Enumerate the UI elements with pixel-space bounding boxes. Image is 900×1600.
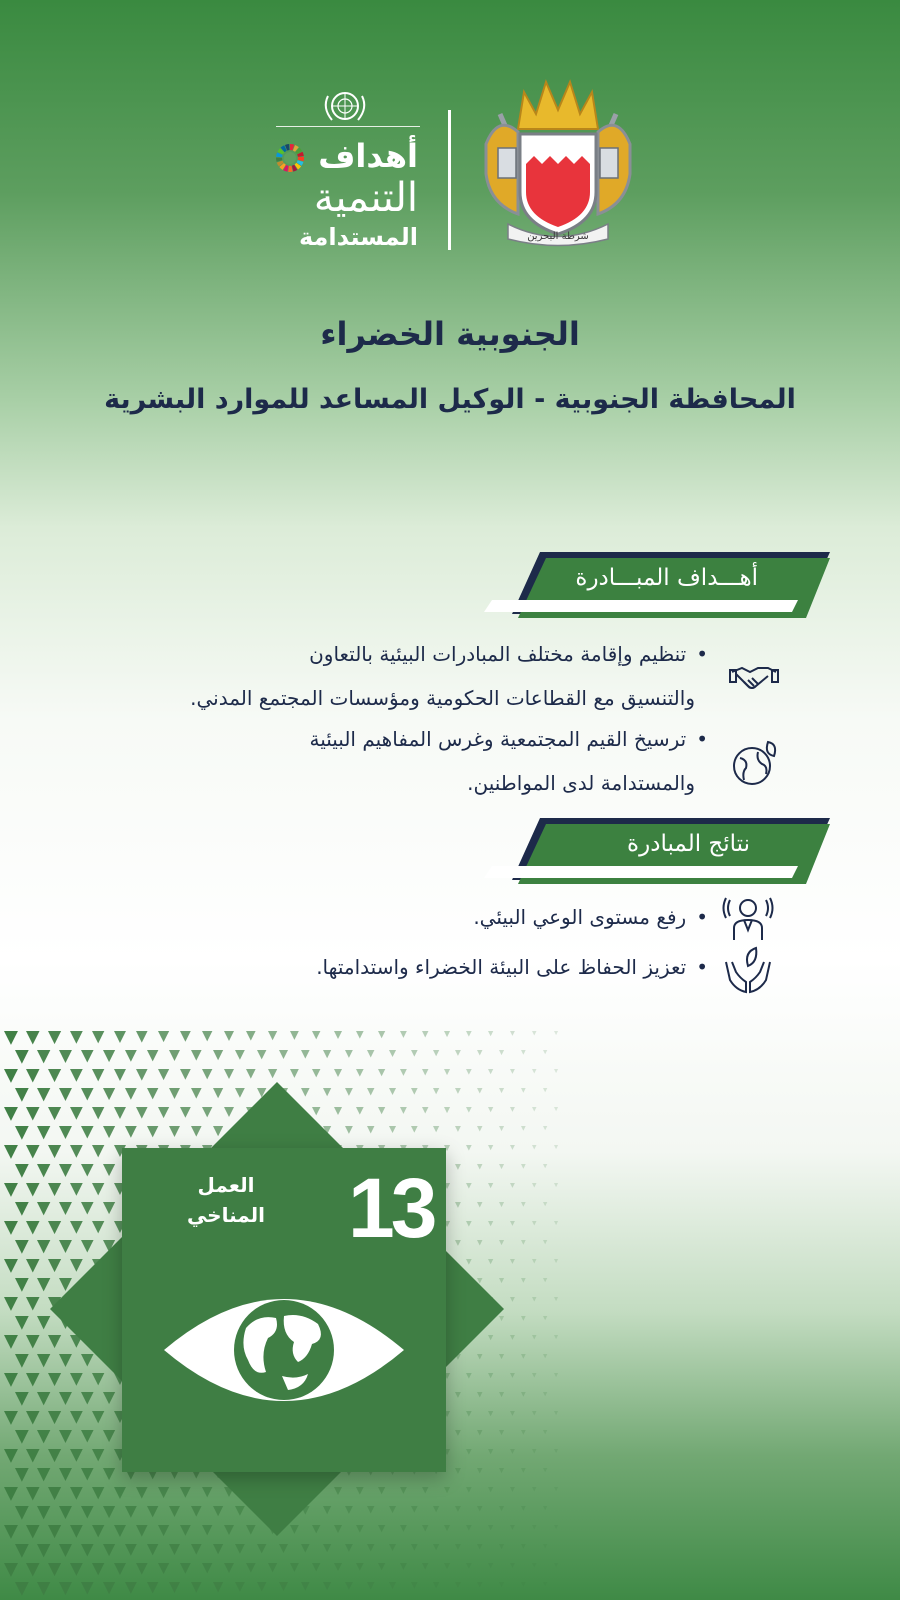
pattern-triangle — [510, 1563, 515, 1568]
pattern-triangle — [125, 1582, 137, 1594]
pattern-triangle — [422, 1069, 428, 1075]
pattern-triangle — [521, 1544, 526, 1549]
pattern-triangle — [4, 1031, 18, 1045]
pattern-triangle — [37, 1126, 50, 1139]
pattern-triangle — [15, 1278, 29, 1292]
pattern-triangle — [81, 1582, 94, 1595]
pattern-triangle — [521, 1316, 526, 1321]
sdg-logo-rule — [276, 126, 420, 127]
pattern-triangle — [4, 1411, 18, 1425]
goal-item-1-line2: والتنسيق مع القطاعات الحكومية ومؤسسات المجتمع المدني. — [190, 686, 695, 710]
pattern-triangle — [59, 1050, 72, 1063]
pattern-triangle — [532, 1411, 537, 1416]
pattern-triangle — [81, 1050, 94, 1063]
pattern-triangle — [543, 1164, 547, 1168]
pattern-triangle — [312, 1069, 320, 1077]
pattern-triangle — [37, 1202, 50, 1215]
sdg-logo-line3: المستدامة — [298, 223, 418, 251]
pattern-triangle — [92, 1069, 104, 1081]
pattern-triangle — [510, 1373, 515, 1378]
pattern-triangle — [37, 1582, 50, 1595]
pattern-triangle — [301, 1582, 310, 1591]
pattern-triangle — [554, 1487, 558, 1491]
pattern-triangle — [290, 1031, 299, 1040]
pattern-triangle — [37, 1430, 50, 1443]
pattern-triangle — [136, 1563, 148, 1575]
pattern-triangle — [554, 1297, 558, 1301]
pattern-triangle — [180, 1031, 191, 1042]
pattern-triangle — [246, 1069, 256, 1079]
pattern-triangle — [466, 1563, 472, 1569]
pattern-triangle — [554, 1563, 558, 1567]
pattern-triangle — [521, 1278, 526, 1283]
pattern-triangle — [202, 1031, 212, 1041]
pattern-triangle — [224, 1069, 234, 1079]
pattern-triangle — [521, 1202, 526, 1207]
pattern-triangle — [400, 1031, 407, 1038]
pattern-triangle — [510, 1183, 515, 1188]
handshake-icon — [728, 652, 780, 704]
pattern-triangle — [191, 1050, 202, 1061]
pattern-triangle — [334, 1031, 342, 1039]
pattern-triangle — [136, 1069, 148, 1081]
pattern-triangle — [158, 1069, 169, 1080]
pattern-triangle — [532, 1525, 537, 1530]
pattern-triangle — [433, 1050, 439, 1056]
pattern-triangle — [510, 1411, 515, 1416]
pattern-triangle — [26, 1031, 40, 1045]
pattern-triangle — [510, 1297, 515, 1302]
pattern-triangle — [48, 1563, 61, 1576]
pattern-triangle — [543, 1316, 547, 1320]
pattern-triangle — [312, 1031, 320, 1039]
pattern-triangle — [301, 1544, 310, 1553]
pattern-triangle — [4, 1221, 18, 1235]
pattern-triangle — [235, 1544, 245, 1554]
pattern-triangle — [378, 1031, 385, 1038]
pattern-triangle — [554, 1145, 558, 1149]
pattern-triangle — [15, 1088, 29, 1102]
pattern-triangle — [521, 1050, 526, 1055]
pattern-triangle — [510, 1107, 515, 1112]
pattern-triangle — [367, 1544, 374, 1551]
pattern-triangle — [444, 1069, 450, 1075]
pattern-triangle — [26, 1487, 40, 1501]
pattern-triangle — [367, 1050, 374, 1057]
sdg-13-card — [122, 1148, 446, 1472]
pattern-triangle — [15, 1240, 29, 1254]
pattern-triangle — [488, 1069, 493, 1074]
pattern-triangle — [4, 1259, 18, 1273]
sdg-card-label-line2: المناخي — [186, 1203, 266, 1227]
pattern-triangle — [367, 1582, 374, 1589]
pattern-triangle — [235, 1582, 245, 1592]
pattern-triangle — [268, 1563, 277, 1572]
pattern-triangle — [543, 1050, 547, 1054]
pattern-triangle — [554, 1031, 558, 1035]
pattern-triangle — [477, 1050, 482, 1055]
pattern-triangle — [37, 1544, 50, 1557]
pattern-triangle — [37, 1240, 50, 1253]
bullet-dot: • — [696, 642, 708, 666]
crest-caption: شرطة البحرين — [527, 231, 589, 242]
result-item-1 — [473, 896, 708, 938]
pattern-triangle — [389, 1544, 396, 1551]
pattern-triangle — [389, 1582, 396, 1589]
pattern-triangle — [532, 1373, 537, 1378]
pattern-triangle — [510, 1487, 515, 1492]
pattern-triangle — [521, 1392, 526, 1397]
pattern-triangle — [103, 1050, 115, 1062]
pattern-triangle — [532, 1259, 537, 1264]
pattern-triangle — [92, 1031, 104, 1043]
pattern-triangle — [521, 1354, 526, 1359]
pattern-triangle — [257, 1582, 266, 1591]
pattern-triangle — [356, 1031, 364, 1039]
pattern-triangle — [191, 1582, 202, 1593]
pattern-triangle — [158, 1563, 169, 1574]
goals-heading: أهـــداف المبـــادرة — [575, 565, 758, 591]
pattern-triangle — [521, 1088, 526, 1093]
pattern-triangle — [70, 1563, 83, 1576]
pattern-triangle — [554, 1221, 558, 1225]
pattern-triangle — [26, 1525, 40, 1539]
pattern-triangle — [59, 1544, 72, 1557]
pattern-triangle — [268, 1031, 277, 1040]
pattern-triangle — [147, 1582, 158, 1593]
pattern-triangle — [422, 1563, 428, 1569]
pattern-triangle — [26, 1221, 40, 1235]
pattern-triangle — [114, 1031, 126, 1043]
pattern-triangle — [521, 1430, 526, 1435]
pattern-triangle — [48, 1069, 61, 1082]
pattern-triangle — [26, 1449, 40, 1463]
sdg-logo-line1: أهداف — [318, 137, 418, 175]
pattern-triangle — [246, 1031, 256, 1041]
pattern-triangle — [345, 1050, 353, 1058]
pattern-triangle — [554, 1525, 558, 1529]
pattern-triangle — [70, 1031, 83, 1044]
pattern-triangle — [499, 1050, 504, 1055]
pattern-triangle — [510, 1145, 515, 1150]
pattern-triangle — [477, 1582, 482, 1587]
pattern-triangle — [158, 1031, 169, 1042]
pattern-triangle — [554, 1183, 558, 1187]
pattern-triangle — [202, 1563, 212, 1573]
pattern-triangle — [224, 1031, 234, 1041]
pattern-triangle — [180, 1069, 191, 1080]
pattern-triangle — [26, 1183, 40, 1197]
pattern-triangle — [114, 1563, 126, 1575]
pattern-triangle — [180, 1563, 191, 1574]
pattern-triangle — [554, 1107, 558, 1111]
pattern-triangle — [433, 1582, 439, 1588]
pattern-triangle — [257, 1050, 266, 1059]
un-emblem-icon — [318, 86, 372, 128]
goal-item-1-text: تنظيم وإقامة مختلف المبادرات البيئية بالتعاون — [309, 642, 687, 666]
pattern-triangle — [15, 1126, 29, 1140]
pattern-triangle — [15, 1468, 29, 1482]
pattern-triangle — [499, 1544, 504, 1549]
pattern-triangle — [389, 1050, 396, 1057]
pattern-triangle — [26, 1107, 40, 1121]
pattern-triangle — [543, 1506, 547, 1510]
pattern-triangle — [543, 1202, 547, 1206]
pattern-triangle — [334, 1563, 342, 1571]
sdg-card-label — [146, 1170, 306, 1230]
pattern-triangle — [213, 1050, 223, 1060]
pattern-triangle — [4, 1487, 18, 1501]
sdg-logo-line2: التنمية — [313, 175, 418, 221]
pattern-triangle — [37, 1050, 50, 1063]
pattern-triangle — [4, 1563, 18, 1577]
pattern-triangle — [125, 1050, 137, 1062]
pattern-triangle — [543, 1088, 547, 1092]
pattern-triangle — [543, 1278, 547, 1282]
pattern-triangle — [411, 1544, 418, 1551]
pattern-triangle — [15, 1430, 29, 1444]
pattern-triangle — [554, 1259, 558, 1263]
pattern-triangle — [15, 1202, 29, 1216]
pattern-triangle — [4, 1107, 18, 1121]
pattern-triangle — [532, 1563, 537, 1568]
globe-leaf-icon — [728, 738, 780, 790]
pattern-triangle — [455, 1582, 461, 1588]
pattern-triangle — [477, 1544, 482, 1549]
result-item-1-text: رفع مستوى الوعي البيئي. — [473, 905, 687, 929]
sdg-card-number: 13 — [348, 1161, 434, 1255]
pattern-triangle — [510, 1221, 515, 1226]
pattern-triangle — [268, 1069, 277, 1078]
pattern-triangle — [554, 1449, 558, 1453]
sdg-card-label-line1: العمل — [197, 1173, 255, 1197]
pattern-triangle — [433, 1544, 439, 1550]
pattern-triangle — [103, 1582, 115, 1594]
pattern-triangle — [378, 1069, 385, 1076]
pattern-triangle — [92, 1563, 104, 1575]
pattern-triangle — [521, 1506, 526, 1511]
pattern-triangle — [257, 1544, 266, 1553]
pattern-triangle — [37, 1164, 50, 1177]
eye-globe-icon — [162, 1288, 406, 1412]
pattern-triangle — [147, 1544, 158, 1555]
pattern-triangle — [4, 1373, 18, 1387]
pattern-triangle — [543, 1544, 547, 1548]
pattern-triangle — [455, 1050, 461, 1056]
pattern-triangle — [510, 1525, 515, 1530]
pattern-triangle — [279, 1050, 288, 1059]
pattern-triangle — [4, 1297, 18, 1311]
pattern-triangle — [4, 1525, 18, 1539]
pattern-triangle — [4, 1069, 18, 1083]
pattern-triangle — [532, 1449, 537, 1454]
pattern-triangle — [543, 1468, 547, 1472]
pattern-triangle — [532, 1031, 537, 1036]
pattern-triangle — [26, 1563, 40, 1577]
pattern-triangle — [323, 1544, 331, 1552]
pattern-triangle — [543, 1126, 547, 1130]
pattern-triangle — [521, 1468, 526, 1473]
pattern-triangle — [488, 1031, 493, 1036]
page-subtitle: المحافظة الجنوبية - الوكيل المساعد للموارد البشرية — [104, 384, 796, 415]
pattern-triangle — [312, 1563, 320, 1571]
pattern-triangle — [15, 1544, 29, 1558]
pattern-triangle — [532, 1221, 537, 1226]
pattern-triangle — [246, 1563, 256, 1573]
pattern-triangle — [466, 1031, 472, 1037]
pattern-triangle — [543, 1430, 547, 1434]
pattern-triangle — [532, 1069, 537, 1074]
pattern-triangle — [48, 1031, 61, 1044]
results-heading: نتائج المبادرة — [627, 831, 750, 857]
pattern-triangle — [411, 1582, 418, 1589]
pattern-triangle — [15, 1164, 29, 1178]
pattern-triangle — [169, 1050, 180, 1061]
pattern-triangle — [521, 1126, 526, 1131]
pattern-triangle — [411, 1050, 418, 1057]
results-banner — [480, 818, 830, 888]
pattern-triangle — [213, 1544, 223, 1554]
pattern-triangle — [202, 1069, 212, 1079]
pattern-triangle — [543, 1582, 547, 1586]
result-item-2 — [316, 946, 708, 988]
goal-item-2-line1 — [309, 718, 708, 760]
pattern-triangle — [543, 1392, 547, 1396]
pattern-triangle — [488, 1563, 493, 1568]
goal-item-1-line1 — [309, 633, 708, 675]
pattern-triangle — [37, 1354, 50, 1367]
pattern-triangle — [26, 1069, 40, 1083]
pattern-triangle — [521, 1164, 526, 1169]
pattern-triangle — [290, 1563, 299, 1572]
pattern-triangle — [4, 1335, 18, 1349]
pattern-triangle — [521, 1240, 526, 1245]
pattern-triangle — [532, 1335, 537, 1340]
pattern-triangle — [4, 1145, 18, 1159]
pattern-triangle — [532, 1183, 537, 1188]
pattern-triangle — [37, 1392, 50, 1405]
pattern-triangle — [15, 1506, 29, 1520]
pattern-triangle — [103, 1544, 115, 1556]
page-title: الجنوبية الخضراء — [320, 315, 580, 353]
pattern-triangle — [224, 1563, 234, 1573]
pattern-triangle — [136, 1031, 148, 1043]
pattern-triangle — [532, 1487, 537, 1492]
pattern-triangle — [4, 1449, 18, 1463]
pattern-triangle — [356, 1563, 364, 1571]
pattern-triangle — [554, 1069, 558, 1073]
pattern-triangle — [499, 1582, 504, 1587]
pattern-triangle — [235, 1050, 245, 1060]
pattern-triangle — [169, 1582, 180, 1593]
pattern-triangle — [554, 1373, 558, 1377]
pattern-triangle — [26, 1335, 40, 1349]
pattern-triangle — [15, 1316, 29, 1330]
pattern-triangle — [378, 1563, 385, 1570]
pattern-triangle — [532, 1297, 537, 1302]
pattern-triangle — [532, 1107, 537, 1112]
pattern-triangle — [345, 1582, 353, 1590]
hands-leaf-icon — [722, 944, 774, 996]
pattern-triangle — [279, 1582, 288, 1591]
pattern-triangle — [37, 1506, 50, 1519]
pattern-triangle — [26, 1145, 40, 1159]
pattern-triangle — [15, 1392, 29, 1406]
pattern-triangle — [26, 1297, 40, 1311]
pattern-triangle — [26, 1411, 40, 1425]
pattern-triangle — [455, 1544, 461, 1550]
pattern-triangle — [400, 1069, 407, 1076]
pattern-triangle — [521, 1582, 526, 1587]
pattern-triangle — [59, 1582, 72, 1595]
pattern-triangle — [70, 1069, 83, 1082]
pattern-triangle — [15, 1050, 29, 1064]
pattern-triangle — [444, 1031, 450, 1037]
pattern-triangle — [147, 1050, 158, 1061]
pattern-triangle — [543, 1240, 547, 1244]
pattern-triangle — [554, 1335, 558, 1339]
pattern-triangle — [290, 1069, 299, 1078]
pattern-triangle — [37, 1316, 50, 1329]
pattern-triangle — [81, 1544, 94, 1557]
pattern-triangle — [466, 1069, 472, 1075]
result-item-2-text: تعزيز الحفاظ على البيئة الخضراء واستدامتها. — [316, 955, 687, 979]
pattern-triangle — [37, 1088, 50, 1101]
pattern-triangle — [422, 1031, 428, 1037]
pattern-triangle — [323, 1050, 331, 1058]
speaker-person-icon — [722, 892, 774, 944]
pattern-triangle — [400, 1563, 407, 1570]
pattern-triangle — [37, 1468, 50, 1481]
goals-banner — [480, 552, 830, 622]
pattern-triangle — [554, 1411, 558, 1415]
logo-divider — [448, 110, 451, 250]
pattern-triangle — [510, 1335, 515, 1340]
pattern-triangle — [15, 1354, 29, 1368]
goal-item-2-line2: والمستدامة لدى المواطنين. — [467, 771, 695, 795]
bullet-dot: • — [696, 905, 708, 929]
pattern-triangle — [301, 1050, 310, 1059]
pattern-triangle — [26, 1373, 40, 1387]
pattern-triangle — [15, 1582, 29, 1596]
bullet-dot: • — [696, 727, 708, 751]
pattern-triangle — [510, 1449, 515, 1454]
pattern-triangle — [444, 1563, 450, 1569]
pattern-triangle — [114, 1069, 126, 1081]
pattern-triangle — [510, 1069, 515, 1074]
pattern-triangle — [37, 1278, 50, 1291]
pattern-triangle — [345, 1544, 353, 1552]
pattern-triangle — [125, 1544, 137, 1556]
pattern-triangle — [279, 1544, 288, 1553]
police-crest-icon — [478, 74, 638, 249]
pattern-triangle — [169, 1544, 180, 1555]
pattern-triangle — [323, 1582, 331, 1590]
pattern-triangle — [191, 1544, 202, 1555]
pattern-triangle — [543, 1354, 547, 1358]
pattern-triangle — [213, 1582, 223, 1592]
pattern-triangle — [510, 1259, 515, 1264]
goal-item-2-text: ترسيخ القيم المجتمعية وغرس المفاهيم البيئية — [309, 727, 687, 751]
pattern-triangle — [334, 1069, 342, 1077]
bullet-dot: • — [696, 955, 708, 979]
pattern-triangle — [510, 1031, 515, 1036]
pattern-triangle — [532, 1145, 537, 1150]
pattern-triangle — [356, 1069, 364, 1077]
pattern-triangle — [26, 1259, 40, 1273]
pattern-triangle — [4, 1183, 18, 1197]
